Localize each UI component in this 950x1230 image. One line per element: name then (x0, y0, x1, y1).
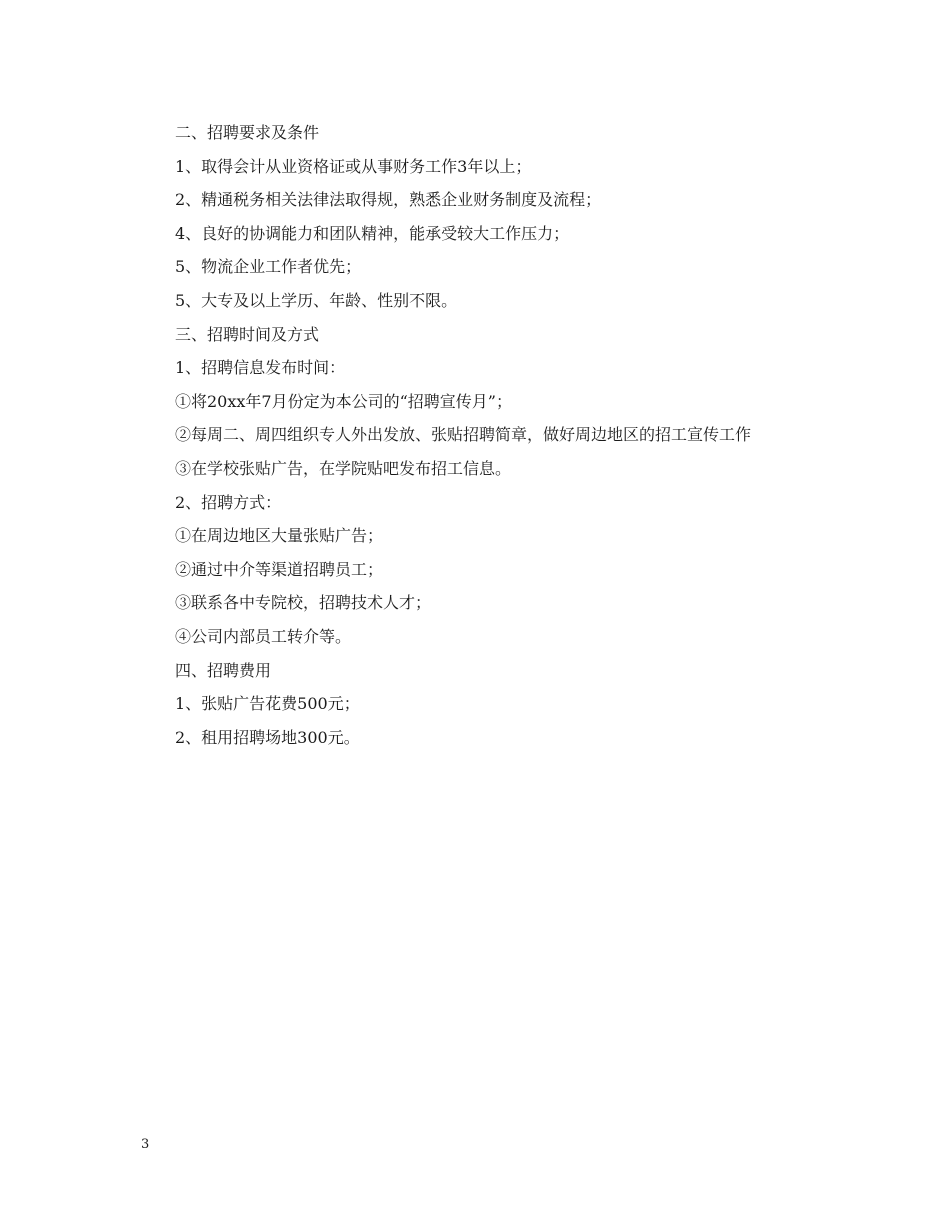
time-item-3: ③在学校张贴广告，在学院贴吧发布招工信息。 (175, 458, 512, 478)
requirement-item-2: 2、精通税务相关法律法取得规，熟悉企业财务制度及流程； (175, 190, 602, 210)
requirement-item-5a: 5、物流企业工作者优先； (175, 257, 362, 277)
subheading-release-time: 1、招聘信息发布时间： (175, 358, 346, 378)
cost-item-2: 2、租用招聘场地300元。 (175, 727, 360, 747)
page-number: 3 (141, 1137, 150, 1152)
requirement-item-5b: 5、大专及以上学历、年龄、性别不限。 (175, 290, 458, 310)
method-item-4: ④公司内部员工转介等。 (175, 626, 352, 646)
requirement-item-4: 4、良好的协调能力和团队精神，能承受较大工作压力； (175, 223, 570, 243)
section-heading-requirements: 二、招聘要求及条件 (175, 123, 320, 142)
method-item-1: ①在周边地区大量张贴广告； (175, 526, 384, 546)
document-body (141, 116, 821, 754)
time-item-2: ②每周二、周四组织专人外出发放、张贴招聘简章，做好周边地区的招工宣传工作 (175, 425, 752, 445)
method-item-3: ③联系各中专院校，招聘技术人才； (175, 593, 432, 613)
time-item-1: ①将20xx年7月份定为本公司的“招聘宣传月”； (175, 391, 512, 411)
section-heading-time-method: 三、招聘时间及方式 (175, 324, 320, 344)
section-heading-cost: 四、招聘费用 (175, 660, 272, 680)
cost-item-1: 1、张贴广告花费500元； (175, 694, 360, 714)
requirement-item-1: 1、取得会计从业资格证或从事财务工作3年以上； (175, 156, 532, 176)
method-item-2: ②通过中介等渠道招聘员工； (175, 559, 384, 579)
subheading-method: 2、招聘方式： (175, 492, 282, 512)
